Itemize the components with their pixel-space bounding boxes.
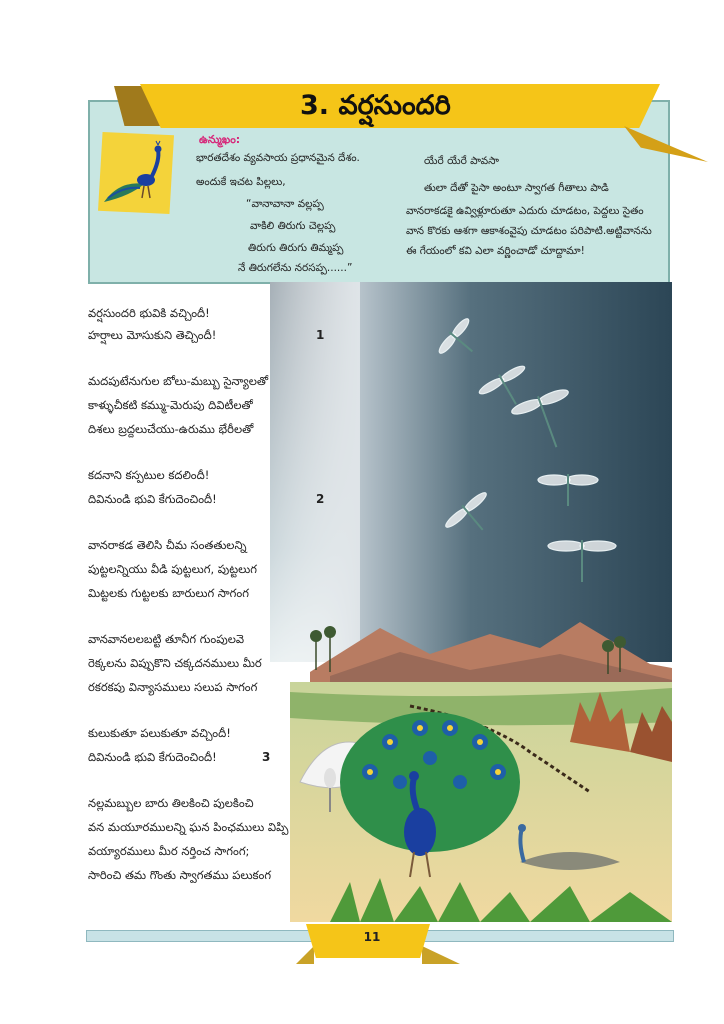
stanza-number: 1 [316, 328, 325, 342]
poem-line: పుట్టలన్నియు వీడి పుట్టలుగ, పుట్టలుగ [88, 562, 257, 576]
poem-line: దివినుండి భువి కేగుదెంచిందీ! [88, 750, 217, 764]
poem-line: సారించి తమ గొంతు స్వాగతము పలుకంగ [88, 868, 272, 882]
intro-left-line: భారతదేశం వ్యవసాయ ప్రధానమైన దేశం. [196, 152, 360, 164]
monsoon-scene-illustration [270, 282, 672, 922]
page-number: 11 [363, 930, 381, 944]
poem-line: హర్షాలు మోసుకుని తెచ్చిందీ! [88, 328, 217, 342]
poem-line: రకరకపు విన్యాసములు సలుప సాగంగ [88, 680, 258, 694]
intro-right-line: వాన కొరకు ఆశగా ఆకాశంవైపు చూడటం పరిపాటి.అట్టివానను [406, 225, 652, 237]
intro-right-line: ఈ గేయంలో కవి ఎలా వర్ణించాడో చూద్దామా! [406, 245, 585, 257]
poem-line: వర్షసుందరి భువికి వచ్చిందీ! [88, 306, 210, 320]
peacock-icon [100, 140, 172, 210]
intro-right-line: వానరాకడకై ఉవ్విళ్లూరుతూ ఎదురు చూడటం, పెద్దలు సైతం [406, 205, 644, 217]
intro-left-line: నే తిరుగలేను నరసప్ప......” [238, 262, 353, 274]
poem-line: వానవానలలబట్టి తూనీగ గుంపులవె [88, 632, 245, 646]
footer-tag-fold-right [422, 946, 460, 964]
intro-left-line: అందుకే ఇచట పిల్లలు, [196, 176, 286, 188]
poem-line: వానరాకడ తెలిసి చీమ సంతతులన్ని [88, 538, 247, 552]
poem-line: దివినుండి భువి కేగుదెంచిందీ! [88, 492, 217, 506]
poem-line: నల్లమబ్బుల బారు తిలకించి పులకించి [88, 796, 254, 810]
poem-line: దిశలు బ్రద్దలుచేయు-ఉరుము భేరీలతో [88, 422, 254, 436]
intro-left-line: “వానావానా వల్లప్ప [246, 198, 324, 210]
stanza-number: 3 [262, 750, 271, 764]
intro-label: ఉన్ముఖం: [199, 133, 241, 146]
poem-line: వయ్యారములు మీర నర్తించ సాగంగ; [88, 844, 250, 858]
intro-right-line: యేరే యేరే పావసా [424, 155, 499, 167]
page-title: 3. వర్షసుందరి [300, 90, 451, 121]
poem-line: కదనాని కస్పటుల కదలిందీ! [88, 468, 210, 482]
poem-line: కాళ్ళుచీకటి కమ్ము-మెరుపు దివిటీలతో [88, 398, 253, 412]
intro-left-line: తిరుగు తిరుగు తిమ్మప్ప [248, 242, 344, 254]
poem-line: వన మయూరములన్ని ఘన పింఛములు విప్పి [88, 820, 289, 834]
stanza-number: 2 [316, 492, 325, 506]
poem-line: కులుకుతూ పలుకుతూ వచ్చిందీ! [88, 726, 231, 740]
intro-right-line: తులా దేతో పైసా అంటూ స్వాగత గీతాలు పాడి [424, 182, 609, 194]
poem-line: మదపుటేనుగుల బోలు-మబ్బు సైన్యాలతో [88, 374, 269, 388]
footer-tag-fold-left [296, 946, 314, 964]
poem-line: మిట్టలకు గుట్టలకు బారులుగ సాగంగ [88, 586, 249, 600]
intro-left-line: వాకిలి తిరుగు చెల్లప్ప [250, 220, 336, 232]
poem-line: రెక్కలను విప్పుకొని చక్కదనములు మీర [88, 656, 262, 670]
